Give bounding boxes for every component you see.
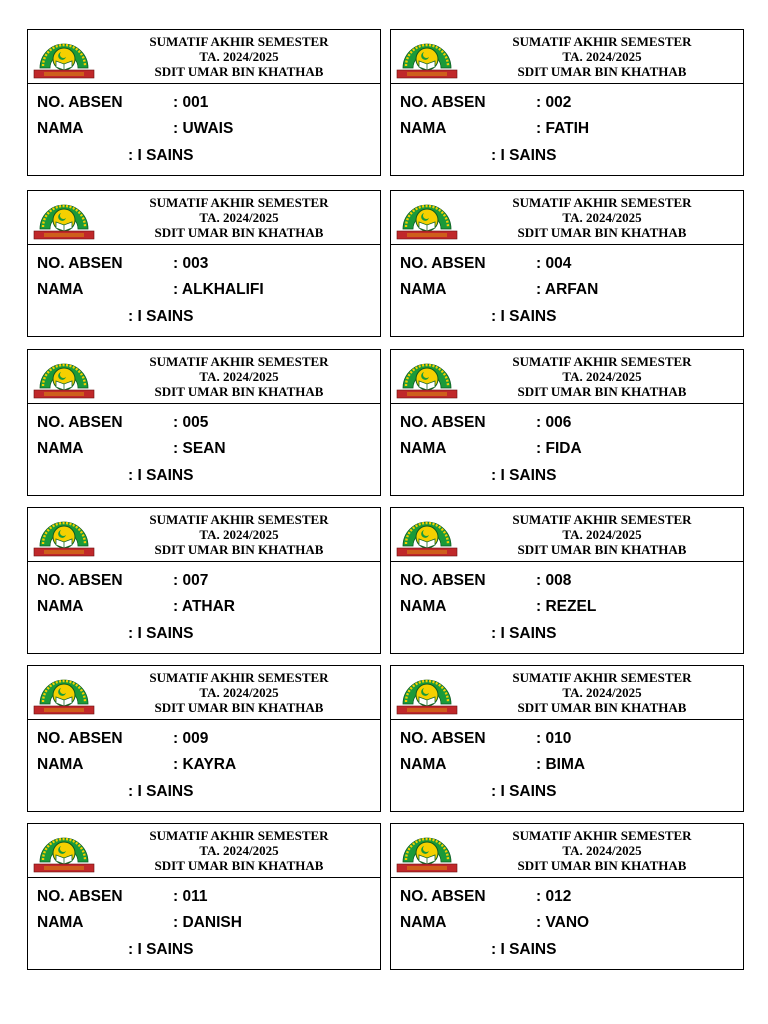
school-year: TA. 2024/2025 [562,685,642,700]
school-logo-icon [32,510,96,560]
absen-value: : 001 [173,94,209,111]
absen-value: : 011 [173,888,208,905]
absen-value: : 006 [536,414,572,431]
exam-title: SUMATIF AKHIR SEMESTER [512,670,692,685]
exam-label-card [390,190,744,337]
card-title-block [102,828,376,873]
card-title-block [102,354,376,399]
exam-label-card [27,665,381,812]
school-year: TA. 2024/2025 [199,49,279,64]
school-logo-icon [395,510,459,560]
school-name: SDIT UMAR BIN KHATHAB [517,384,687,399]
exam-label-card [27,190,381,337]
school-year: TA. 2024/2025 [199,210,279,225]
school-logo-icon [32,32,96,82]
school-year: TA. 2024/2025 [199,843,279,858]
exam-label-card [390,665,744,812]
school-year: TA. 2024/2025 [562,210,642,225]
absen-value: : 003 [173,255,209,272]
exam-title: SUMATIF AKHIR SEMESTER [512,828,692,843]
school-name: SDIT UMAR BIN KHATHAB [517,700,687,715]
card-title-block [465,195,739,240]
card-header [28,508,380,562]
absen-label: NO. ABSEN [37,94,123,111]
absen-label: NO. ABSEN [37,888,123,905]
card-title-block [465,512,739,557]
nama-value: : VANO [536,914,590,931]
nama-label: NAMA [37,598,84,615]
nama-label: NAMA [37,120,84,137]
nama-value: : KAYRA [173,756,237,773]
exam-title: SUMATIF AKHIR SEMESTER [149,195,329,210]
kelas-value: : I SAINS [128,467,194,484]
school-logo-icon [32,193,96,243]
absen-label: NO. ABSEN [400,888,486,905]
school-name: SDIT UMAR BIN KHATHAB [517,225,687,240]
school-name: SDIT UMAR BIN KHATHAB [517,64,687,79]
school-logo-icon [395,352,459,402]
school-logo-icon [395,826,459,876]
nama-value: : ATHAR [173,598,235,615]
nama-label: NAMA [37,281,84,298]
absen-label: NO. ABSEN [400,94,486,111]
nama-value: : ALKHALIFI [173,281,264,298]
school-name: SDIT UMAR BIN KHATHAB [517,858,687,873]
card-header [391,30,743,84]
nama-value: : BIMA [536,756,586,773]
nama-label: NAMA [400,281,447,298]
exam-title: SUMATIF AKHIR SEMESTER [149,670,329,685]
nama-value: : FIDA [536,440,582,457]
nama-label: NAMA [37,756,84,773]
exam-label-card [390,507,744,654]
school-name: SDIT UMAR BIN KHATHAB [154,64,324,79]
kelas-value: : I SAINS [128,625,194,642]
card-title-block [465,828,739,873]
nama-label: NAMA [37,914,84,931]
absen-label: NO. ABSEN [37,572,123,589]
exam-title: SUMATIF AKHIR SEMESTER [149,512,329,527]
nama-label: NAMA [400,120,447,137]
absen-value: : 005 [173,414,209,431]
exam-label-card [27,823,381,970]
school-year: TA. 2024/2025 [199,527,279,542]
absen-value: : 010 [536,730,572,747]
school-year: TA. 2024/2025 [562,49,642,64]
exam-title: SUMATIF AKHIR SEMESTER [512,195,692,210]
absen-value: : 012 [536,888,572,905]
card-title-block [102,512,376,557]
card-header [28,30,380,84]
nama-label: NAMA [400,440,447,457]
absen-value: : 007 [173,572,209,589]
exam-label-card [390,349,744,496]
nama-value: : ARFAN [536,281,599,298]
exam-label-card [390,823,744,970]
school-name: SDIT UMAR BIN KHATHAB [154,384,324,399]
card-title-block [102,34,376,79]
absen-label: NO. ABSEN [37,730,123,747]
exam-title: SUMATIF AKHIR SEMESTER [512,512,692,527]
exam-label-card [390,29,744,176]
card-header [28,350,380,404]
absen-label: NO. ABSEN [37,255,123,272]
card-title-block [102,670,376,715]
exam-title: SUMATIF AKHIR SEMESTER [512,34,692,49]
school-name: SDIT UMAR BIN KHATHAB [154,858,324,873]
absen-label: NO. ABSEN [400,414,486,431]
exam-title: SUMATIF AKHIR SEMESTER [149,354,329,369]
absen-value: : 004 [536,255,572,272]
school-logo-icon [395,668,459,718]
kelas-value: : I SAINS [128,308,194,325]
exam-title: SUMATIF AKHIR SEMESTER [149,828,329,843]
school-logo-icon [395,193,459,243]
school-name: SDIT UMAR BIN KHATHAB [154,225,324,240]
kelas-value: : I SAINS [491,308,557,325]
card-header [391,824,743,878]
exam-title: SUMATIF AKHIR SEMESTER [512,354,692,369]
school-name: SDIT UMAR BIN KHATHAB [517,542,687,557]
nama-value: : FATIH [536,120,590,137]
absen-label: NO. ABSEN [400,572,486,589]
card-header [391,191,743,245]
exam-label-card [27,29,381,176]
absen-value: : 002 [536,94,572,111]
card-header [28,824,380,878]
nama-label: NAMA [400,598,447,615]
card-title-block [465,354,739,399]
absen-value: : 009 [173,730,209,747]
card-header [391,508,743,562]
school-name: SDIT UMAR BIN KHATHAB [154,542,324,557]
card-header [28,666,380,720]
kelas-value: : I SAINS [491,783,557,800]
school-year: TA. 2024/2025 [562,843,642,858]
school-year: TA. 2024/2025 [562,527,642,542]
card-title-block [465,670,739,715]
absen-value: : 008 [536,572,572,589]
kelas-value: : I SAINS [491,147,557,164]
kelas-value: : I SAINS [491,941,557,958]
card-title-block [465,34,739,79]
school-logo-icon [32,826,96,876]
school-year: TA. 2024/2025 [562,369,642,384]
nama-value: : SEAN [173,440,226,457]
school-logo-icon [32,668,96,718]
absen-label: NO. ABSEN [400,730,486,747]
card-title-block [102,195,376,240]
kelas-value: : I SAINS [491,625,557,642]
nama-label: NAMA [400,756,447,773]
nama-label: NAMA [400,914,447,931]
absen-label: NO. ABSEN [400,255,486,272]
card-header [391,350,743,404]
kelas-value: : I SAINS [128,941,194,958]
school-name: SDIT UMAR BIN KHATHAB [154,700,324,715]
kelas-value: : I SAINS [128,783,194,800]
school-logo-icon [32,352,96,402]
card-header [391,666,743,720]
exam-title: SUMATIF AKHIR SEMESTER [149,34,329,49]
card-header [28,191,380,245]
nama-label: NAMA [37,440,84,457]
school-year: TA. 2024/2025 [199,369,279,384]
kelas-value: : I SAINS [128,147,194,164]
exam-label-card [27,349,381,496]
nama-value: : DANISH [173,914,242,931]
exam-label-card [27,507,381,654]
nama-value: : REZEL [536,598,597,615]
nama-value: : UWAIS [173,120,234,137]
absen-label: NO. ABSEN [37,414,123,431]
school-year: TA. 2024/2025 [199,685,279,700]
kelas-value: : I SAINS [491,467,557,484]
school-logo-icon [395,32,459,82]
